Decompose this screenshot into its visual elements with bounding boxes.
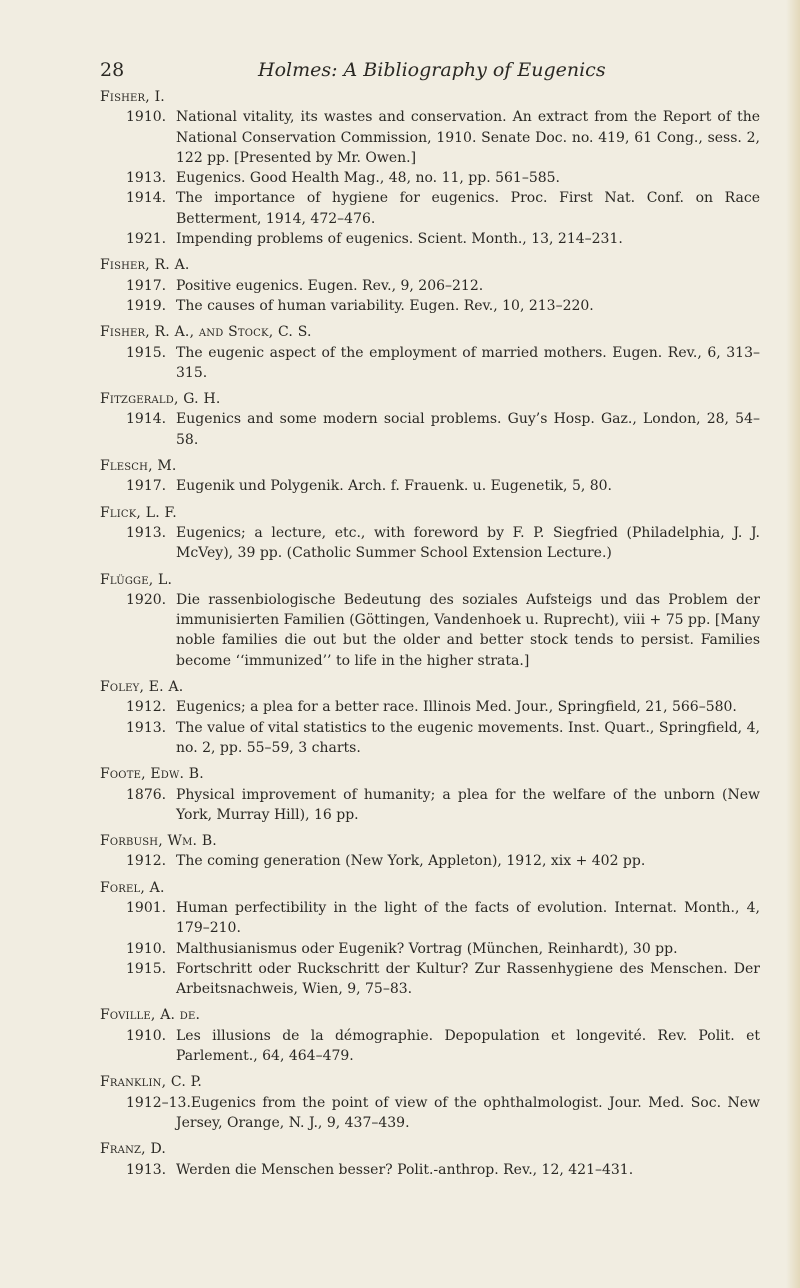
bibliography-entry bbox=[100, 296, 760, 316]
bibliography-entry bbox=[100, 939, 760, 959]
author-heading: Fitzgerald, G. H. bbox=[100, 391, 221, 408]
entry-year: 1915. bbox=[126, 344, 167, 361]
bibliography-entry bbox=[100, 590, 760, 671]
author-heading: Franz, D. bbox=[100, 1141, 167, 1158]
entry-year: 1910. bbox=[126, 1027, 167, 1044]
bibliography-list bbox=[100, 87, 760, 1180]
entry-text: Eugenics; a plea for a better race. Illinois Med. Jour., Springfield, 21, 566–580. bbox=[176, 699, 737, 716]
bibliography-entry bbox=[100, 107, 760, 168]
entry-year: 1914. bbox=[126, 190, 167, 207]
entry-text: Eugenics. Good Health Mag., 48, no. 11, pp. 561–585. bbox=[176, 170, 561, 187]
entry-text: The value of vital statistics to the eugenic movements. Inst. Quart., Springfield, 4, no. 2, pp. 55–59, 3 charts. bbox=[176, 719, 760, 756]
entry-text: Malthusianismus oder Eugenik? Vortrag (München, Reinhardt), 30 pp. bbox=[176, 940, 678, 957]
bibliography-entry bbox=[100, 476, 760, 496]
entry-year: 1913. bbox=[126, 170, 167, 187]
bibliography-entry bbox=[100, 1026, 760, 1067]
bibliography-entry bbox=[100, 851, 760, 871]
bibliography-entry bbox=[100, 229, 760, 249]
entry-text: Eugenics and some modern social problems. Guy’s Hosp. Gaz., London, 28, 54–58. bbox=[176, 411, 760, 448]
entry-text: Human perfectibility in the light of the facts of evolution. Internat. Month., 4, 179–210. bbox=[176, 899, 760, 937]
entry-text: Physical improvement of humanity; a plea for the welfare of the unborn (New York, Murray Hill), 16 pp. bbox=[176, 786, 760, 823]
author-heading: Foville, A. de. bbox=[100, 1007, 201, 1024]
entry-text: Impending problems of eugenics. Scient. Month., 13, 214–231. bbox=[176, 231, 623, 248]
bibliography-entry bbox=[100, 276, 760, 296]
entry-year: 1901. bbox=[126, 899, 167, 916]
entry-year: 1912–13. bbox=[126, 1094, 191, 1111]
entry-text: Die rassenbiologische Bedeutung des soziales Aufsteigs und das Problem der immunisierten Familien (Göttingen, Vandenhoek u. Ruprecht), viii + 75 pp. [Many noble families die out but the older and better stock tends to persist. Families become ‘‘immunized’’ to life in the higher strata.] bbox=[176, 591, 760, 669]
running-head bbox=[100, 55, 750, 85]
running-title: Holmes: A Bibliography of Eugenics bbox=[258, 59, 606, 81]
author-heading: Flick, L. F. bbox=[100, 504, 177, 521]
entry-year: 1910. bbox=[126, 109, 167, 126]
entry-year: 1920. bbox=[126, 591, 167, 608]
author-heading: Fisher, R. A. bbox=[100, 257, 190, 274]
entry-year: 1913. bbox=[126, 524, 167, 541]
bibliography-entry bbox=[100, 168, 760, 188]
bibliography-entry bbox=[100, 409, 760, 450]
entry-year: 1913. bbox=[126, 719, 167, 736]
author-heading: Forbush, Wm. B. bbox=[100, 833, 217, 850]
entry-text: The causes of human variability. Eugen. Rev., 10, 213–220. bbox=[176, 297, 594, 314]
entry-text: Eugenics from the point of view of the ophthalmologist. Jour. Med. Soc. New Jersey, Orange, N. J., 9, 437–439. bbox=[176, 1094, 760, 1131]
bibliography-entry bbox=[100, 1093, 760, 1134]
author-heading: Foote, Edw. B. bbox=[100, 766, 204, 783]
entry-text: The coming generation (New York, Appleton), 1912, xix + 402 pp. bbox=[176, 853, 646, 870]
entry-text: Eugenik und Polygenik. Arch. f. Frauenk. u. Eugenetik, 5, 80. bbox=[176, 478, 613, 495]
entry-text: National vitality, its wastes and conservation. An extract from the Report of the National Conservation Commission, 1910. Senate Doc. no. 419, 61 Cong., sess. 2, 122 pp. [Presented by Mr. Owen.] bbox=[176, 109, 760, 166]
entry-text: Les illusions de la démographie. Depopulation et longevité. Rev. Polit. et Parlement., 64, 464–479. bbox=[176, 1027, 760, 1065]
entry-year: 1919. bbox=[126, 297, 167, 314]
bibliography-entry bbox=[100, 343, 760, 384]
entry-year: 1913. bbox=[126, 1161, 167, 1178]
page-number: 28 bbox=[100, 59, 125, 81]
bibliography-entry bbox=[100, 898, 760, 939]
entry-text: Werden die Menschen besser? Polit.-anthrop. Rev., 12, 421–431. bbox=[176, 1161, 634, 1178]
entry-text: The importance of hygiene for eugenics. Proc. First Nat. Conf. on Race Betterment, 1914, 472–476. bbox=[176, 190, 760, 227]
entry-text: Fortschritt oder Ruckschritt der Kultur? Zur Rassenhygiene des Menschen. Der Arbeitsnachweis, Wien, 9, 75–83. bbox=[176, 960, 760, 998]
author-heading: Flesch, M. bbox=[100, 458, 177, 475]
author-heading: Fisher, R. A., and Stock, C. S. bbox=[100, 324, 312, 341]
page-edge-shadow bbox=[786, 0, 800, 1288]
bibliography-entry bbox=[100, 188, 760, 229]
author-heading: Flügge, L. bbox=[100, 571, 173, 588]
bibliography-entry bbox=[100, 1160, 760, 1180]
author-heading: Forel, A. bbox=[100, 879, 165, 896]
bibliography-entry bbox=[100, 959, 760, 1000]
entry-year: 1917. bbox=[126, 277, 167, 294]
author-heading: Franklin, C. P. bbox=[100, 1074, 203, 1091]
author-heading: Fisher, I. bbox=[100, 89, 165, 105]
bibliography-entry bbox=[100, 718, 760, 759]
bibliography-entry bbox=[100, 697, 760, 717]
entry-year: 1921. bbox=[126, 231, 167, 248]
entry-year: 1876. bbox=[126, 786, 167, 803]
entry-year: 1917. bbox=[126, 478, 167, 495]
entry-text: Positive eugenics. Eugen. Rev., 9, 206–212. bbox=[176, 277, 484, 294]
entry-text: Eugenics; a lecture, etc., with foreword by F. P. Siegfried (Philadelphia, J. J. McVey), 39 pp. (Catholic Summer School Extension Lecture.) bbox=[176, 524, 760, 562]
entry-year: 1912. bbox=[126, 853, 167, 870]
entry-text: The eugenic aspect of the employment of married mothers. Eugen. Rev., 6, 313–315. bbox=[176, 344, 760, 381]
entry-year: 1912. bbox=[126, 699, 167, 716]
entry-year: 1915. bbox=[126, 960, 167, 977]
bibliography-entry bbox=[100, 785, 760, 826]
entry-year: 1910. bbox=[126, 940, 167, 957]
author-heading: Foley, E. A. bbox=[100, 679, 184, 696]
entry-year: 1914. bbox=[126, 411, 167, 428]
bibliography-entry bbox=[100, 523, 760, 564]
